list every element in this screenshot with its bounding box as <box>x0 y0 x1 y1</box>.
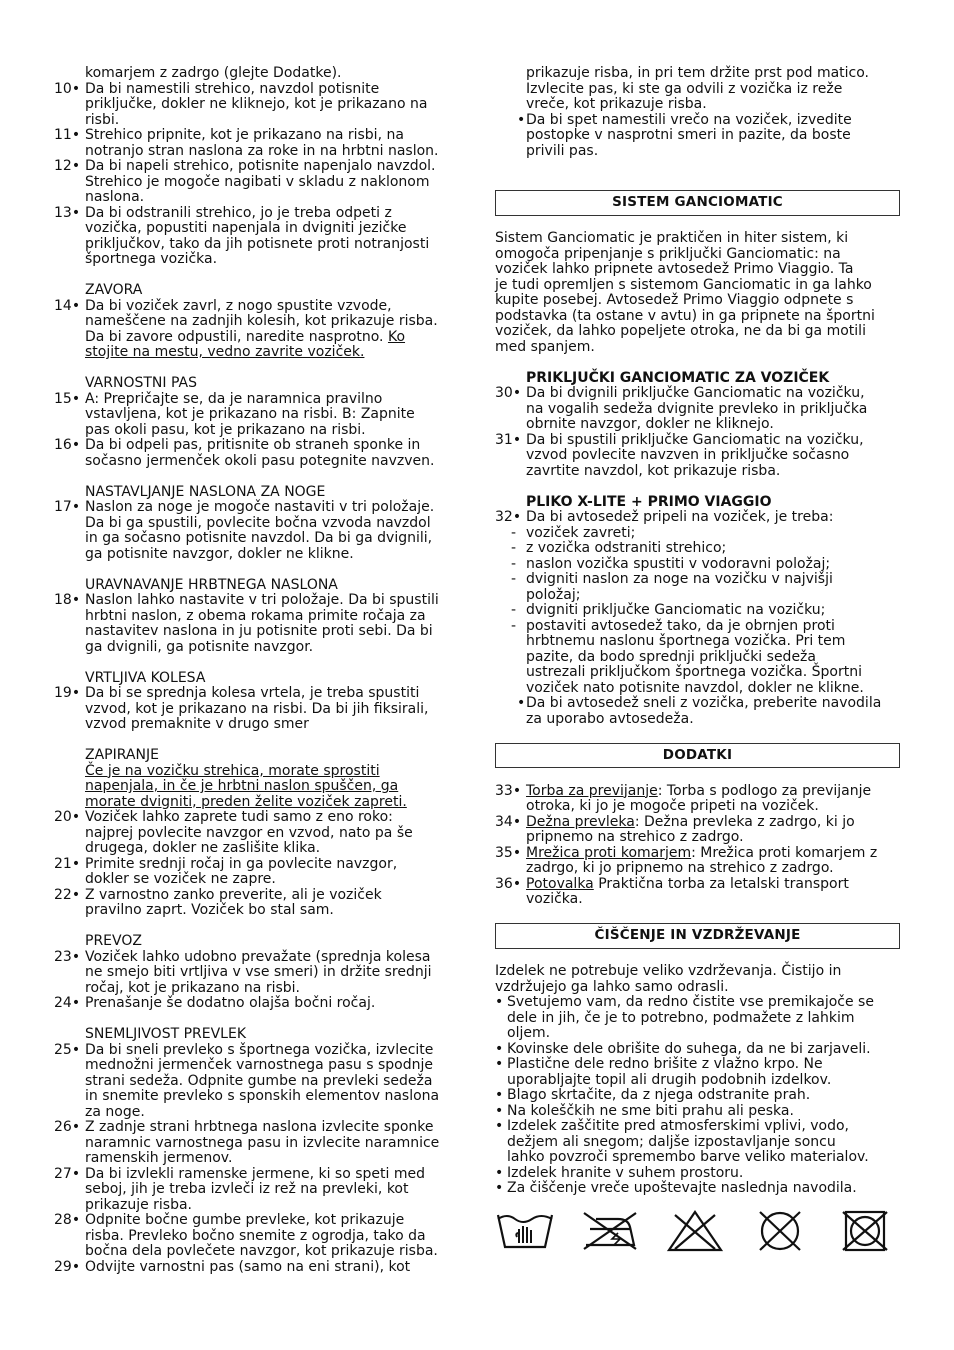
text-line: Da bi namestili strehico, navzdol potisnite <box>85 80 380 97</box>
text-line: Izdelek hranite v suhem prostoru. <box>507 1164 744 1181</box>
bullet-item <box>495 1057 900 1088</box>
text-line: otroka, ki jo je mogoče pripeti na voziček. <box>526 798 819 814</box>
numbered-item <box>495 386 900 433</box>
bullet-icon: • <box>495 1102 504 1119</box>
text-line: Da bi se sprednja kolesa vrtela, je treba spustiti <box>85 685 420 701</box>
text-line: za noge. <box>85 1103 145 1120</box>
item-number: 36• <box>495 875 522 892</box>
text-line: ne smejo biti vrtljiva v vse smeri) in držite srednji <box>85 964 432 980</box>
text-line: za uporabo avtosedeža. <box>526 710 694 727</box>
item-number: 34• <box>495 813 522 830</box>
bullet-item <box>495 113 900 160</box>
item-number: 12• <box>54 158 81 174</box>
text-line: dokler se voziček ne zapre. <box>85 871 276 887</box>
dash-item <box>495 572 900 603</box>
text-line: mednožni jermenček varnostnega pasu s spodnje <box>85 1057 433 1073</box>
spacer <box>54 1012 462 1028</box>
text-line <box>526 784 900 800</box>
spacer <box>54 268 462 284</box>
text-line: Strehico pripnite, kot je prikazano na risbi, na <box>85 127 404 143</box>
text-line: pas okoli pasu, kot je prikazano na risbi. <box>85 421 366 438</box>
text-line: dvigniti naslon za noge na vozičku v najvišji <box>526 571 833 587</box>
text-line: Da bi odstranili strehico, jo je treba odpeti z <box>85 204 392 221</box>
care-symbols <box>495 1209 895 1253</box>
text-line: Kovinske dele obrišite do suhega, da ne bi zarjaveli. <box>507 1040 871 1057</box>
text-line: z vozička odstraniti strehico; <box>526 540 727 556</box>
numbered-item <box>54 438 462 469</box>
text-line: Plastične dele redno brišite z vlažno krpo. Ne <box>507 1056 823 1072</box>
text-line: zavrtite navzdol, kot prikazuje risba. <box>526 462 781 479</box>
text-line: med spanjem. <box>495 338 595 355</box>
section-heading: SISTEM GANCIOMATIC <box>495 190 900 216</box>
section-heading: DODATKI <box>495 743 900 769</box>
spacer <box>54 562 462 578</box>
text-line: vzvod, kot je prikazano na risbi. Da bi jih fiksirali, <box>85 700 429 717</box>
spacer <box>495 768 900 784</box>
text-line: naramnic varnostnega pasu in izvlecite naramnice <box>85 1134 440 1151</box>
item-number: 16• <box>54 437 81 453</box>
text-line: voziček, da lahko popeljete otroka, ne da bi ga motili <box>495 323 866 339</box>
item-number: 15• <box>54 390 81 407</box>
do-not-iron-icon <box>580 1209 640 1253</box>
accessory-name: Potovalka <box>526 875 594 892</box>
text-line: vstavljena, kot je prikazano na risbi. B: Zapnite <box>85 406 415 422</box>
text-line: položaj; <box>526 586 581 603</box>
section-heading: ČIŠČENJE IN VZDRŽEVANJE <box>495 923 900 949</box>
spacer <box>54 469 462 485</box>
dash-icon: - <box>511 555 517 572</box>
item-number: 35• <box>495 844 522 861</box>
text-line: Izdelek ne potrebuje veliko vzdrževanja. Čistijo in <box>495 963 842 979</box>
text-line: nameščene na zadnjih kolesih, kot prikazuje risba. <box>85 313 438 329</box>
spacer <box>495 216 900 232</box>
text-line: VRTLJIVA KOLESA <box>85 669 206 686</box>
accessory-name: Mrežica proti komarjem <box>526 844 692 861</box>
do-not-bleach-icon <box>665 1209 725 1253</box>
item-number: 23• <box>54 948 81 965</box>
text-line: komarjem z zadrgo (glejte Dodatke). <box>85 65 342 81</box>
text-line: ga potisnite navzgor, dokler ne klikne. <box>85 545 354 562</box>
dash-icon: - <box>511 540 517 556</box>
text-line: voziček zavreti; <box>526 524 636 541</box>
spacer <box>54 733 462 749</box>
text-line: PLIKO X-LITE + PRIMO VIAGGIO <box>526 493 772 510</box>
item-number: 22• <box>54 886 81 903</box>
dash-icon: - <box>511 617 517 634</box>
text-line: vzdržujejo ga lahko samo odrasli. <box>495 978 729 995</box>
dash-icon: - <box>511 571 517 587</box>
bullet-item <box>495 1119 900 1166</box>
numbered-item <box>54 159 462 206</box>
numbered-item <box>495 433 900 480</box>
numbered-item <box>54 1120 462 1167</box>
text-line: prikazuje risba, in pri tem držite prst pod matico. <box>526 65 869 81</box>
item-number: 32• <box>495 509 522 525</box>
dash-item <box>495 619 900 697</box>
paragraph <box>54 1027 462 1043</box>
paragraph <box>54 671 462 687</box>
paragraph <box>495 964 900 995</box>
bullet-icon: • <box>495 1056 504 1072</box>
item-number: 25• <box>54 1041 81 1058</box>
text-line: Primite srednji ročaj in ga povlecite navzgor, <box>85 855 398 872</box>
item-number: 11• <box>54 127 81 143</box>
numbered-item <box>54 299 462 361</box>
text-line: Da bi dvignili priključke Ganciomatic na vozičku, <box>526 385 865 401</box>
paragraph <box>54 485 462 501</box>
paragraph <box>495 495 900 511</box>
text-line: Da bi voziček zavrl, z nogo spustite vzvode, <box>85 297 392 314</box>
item-number: 26• <box>54 1119 81 1135</box>
text-line: Z zadnje strani hrbtnega naslona izvlecite sponke <box>85 1119 434 1135</box>
numbered-item <box>54 686 462 733</box>
text-line: dežjem ali snegom; daljše izpostavljanje soncu <box>507 1133 836 1150</box>
item-number: 33• <box>495 782 522 799</box>
text-line: privili pas. <box>526 142 599 159</box>
text-line <box>85 330 462 346</box>
paragraph <box>54 748 462 764</box>
spacer <box>495 479 900 495</box>
text-line: A: Prepričajte se, da je naramnica pravilno <box>85 390 383 407</box>
accessory-name: Dežna prevleka <box>526 813 635 830</box>
text-line: naslona. <box>85 189 145 205</box>
paragraph <box>495 66 900 113</box>
paragraph <box>54 66 462 82</box>
bullet-item <box>495 1104 900 1120</box>
underlined-text: Ko <box>387 328 406 345</box>
text-line: zadrgo, ki jo pripnemo na strehico z zadrgo. <box>526 860 834 876</box>
text-line: lahko povzroči spremembo barve veliko materialov. <box>507 1149 869 1165</box>
spacer <box>54 655 462 671</box>
bullet-item <box>495 1181 900 1197</box>
accessory-name: Torba za previjanje <box>526 782 658 799</box>
text-line: Blago skrtačite, da z njega odstranite prah. <box>507 1087 811 1103</box>
text-line <box>526 877 900 893</box>
spacer <box>495 159 900 175</box>
text-line: pripnemo na strehico z zadrgo. <box>526 829 744 845</box>
text-line: Prenašanje še dodatno olajša bočni ročaj. <box>85 995 376 1011</box>
paragraph <box>495 371 900 387</box>
numbered-item <box>54 392 462 439</box>
text-line: uporabljajte topil ali drugih podobnih izdelkov. <box>507 1071 832 1088</box>
bullet-item <box>495 1042 900 1058</box>
text-line: ročaj, kot je prikazano na risbi. <box>85 979 301 996</box>
text-line: SNEMLJIVOST PREVLEK <box>85 1026 246 1042</box>
text-line: drugega, dokler ne zaslišite klika. <box>85 840 321 856</box>
text-line: hrbtni naslon, z obema rokama primite ročaja za <box>85 607 426 624</box>
text-line: Izvlecite pas, ki ste ga odvili z vozička iz reže <box>526 80 843 97</box>
accessory-desc: : Torba s podlogo za previjanje <box>657 782 872 799</box>
text-line: Odvijte varnostni pas (samo na eni strani), kot <box>85 1258 411 1275</box>
bullet-item <box>495 995 900 1042</box>
text-line: PREVOZ <box>85 933 142 949</box>
text-line: voziček nato potisnite navzdol, dokler ne klikne. <box>526 679 864 696</box>
text-line: vreče, kot prikazuje risba. <box>526 96 707 112</box>
bullet-icon: • <box>495 1040 504 1057</box>
item-number: 19• <box>54 685 81 701</box>
bullet-icon: • <box>495 994 504 1010</box>
text-line: športnega vozička. <box>85 251 218 267</box>
text-line: Če je na vozičku strehica, morate sprostiti <box>85 762 380 779</box>
text-line: sočasno jermenček okoli pasu potegnite navzven. <box>85 452 435 469</box>
text-line: Strehico je mogoče nagibati v skladu z naklonom <box>85 173 430 190</box>
text-line: vzvod premaknite v drugo smer <box>85 716 309 732</box>
accessory-item <box>495 815 900 846</box>
text-line: naslon vozička spustiti v vodoravni položaj; <box>526 555 831 572</box>
text-line: risba. Prevleko bočno snemite z ogrodja, tako da <box>85 1227 426 1244</box>
numbered-item <box>54 810 462 857</box>
paragraph <box>54 764 462 811</box>
text-line: Svetujemo vam, da redno čistite vse premikajoče se <box>507 994 874 1010</box>
bullet-item <box>495 1166 900 1182</box>
text-line: kupite posebej. Avtosedež Primo Viaggio odpnete s <box>495 292 854 308</box>
bullet-item <box>495 1088 900 1104</box>
text-line: priključkov, tako da jih potisnete proti notranjosti <box>85 235 430 252</box>
text-line <box>526 815 900 831</box>
text-line: Da bi ga spustili, povlecite bočna vzvoda navzdol <box>85 514 431 531</box>
paragraph <box>495 231 900 355</box>
dash-icon: - <box>511 524 517 541</box>
text-line: postaviti avtosedež tako, da je obrnjen proti <box>526 617 835 634</box>
text-line: hrbtnemu naslonu športnega vozička. Pri tem <box>526 633 846 649</box>
numbered-item <box>54 950 462 997</box>
dash-item <box>495 541 900 557</box>
numbered-item <box>54 1260 462 1276</box>
numbered-item <box>54 128 462 159</box>
numbered-item <box>54 888 462 919</box>
text-line: Da bi odpeli pas, pritisnite ob straneh sponke in <box>85 437 421 453</box>
bullet-icon: • <box>495 1118 504 1134</box>
text-line: ustrezali priključkom športnega vozička. Športni <box>526 664 862 680</box>
text-line: Sistem Ganciomatic je praktičen in hiter sistem, ki <box>495 230 849 246</box>
spacer <box>495 175 900 191</box>
paragraph <box>54 376 462 392</box>
item-number: 18• <box>54 592 81 608</box>
text-line: Odpnite bočne gumbe prevleke, kot prikazuje <box>85 1212 405 1228</box>
text-line: ZAVORA <box>85 282 143 298</box>
accessory-desc: : Dežna prevleka z zadrgo, ki jo <box>634 813 855 830</box>
text-line: postopke v nasprotni smeri in pazite, da boste <box>526 127 851 143</box>
text-line: Voziček lahko udobno prevažate (sprednja kolesa <box>85 948 431 965</box>
text-line: VARNOSTNI PAS <box>85 375 197 391</box>
dash-item <box>495 526 900 542</box>
numbered-item <box>54 82 462 129</box>
text-line: nastavitev naslona in ju potisnite proti sebi. Da bi <box>85 623 433 639</box>
text-line: oljem. <box>507 1025 551 1041</box>
text-line: bočna dela povlečete navzgor, kot prikazuje risba. <box>85 1243 438 1259</box>
numbered-item <box>54 1043 462 1121</box>
bullet-item <box>495 696 900 727</box>
text-line: obrnite navzgor, dokler ne kliknejo. <box>526 416 774 432</box>
text-fragment: Da bi zavore odpustili, naredite nasprotno. <box>85 328 388 345</box>
text-line: najprej povlecite navzgor en vzvod, nato pa še <box>85 824 413 841</box>
bullet-icon: • <box>495 1164 504 1181</box>
spacer <box>495 949 900 965</box>
text-line: prikazuje risba. <box>85 1196 193 1213</box>
text-line: Da bi avtosedež sneli z vozička, preberite navodila <box>526 695 882 711</box>
text-line: Izdelek zaščitite pred atmosferskimi vplivi, vodo, <box>507 1118 849 1134</box>
spacer <box>54 919 462 935</box>
dash-icon: - <box>511 602 517 618</box>
spacer <box>495 727 900 743</box>
text-line: Voziček lahko zaprete tudi samo z eno roko: <box>85 809 393 825</box>
text-line: podstavka (ta ostane v avtu) in ga pripnete na športni <box>495 307 875 324</box>
item-number: 27• <box>54 1165 81 1182</box>
paragraph <box>54 934 462 950</box>
text-line: voziček lahko pripnete avtosedež Primo Viaggio. Ta <box>495 261 854 277</box>
item-number: 17• <box>54 499 81 515</box>
text-line: napenjala, in če je hrbtni naslon spuščen, ga <box>85 778 399 794</box>
text-line: Da bi avtosedež pripeli na voziček, je treba: <box>526 509 834 525</box>
text-line: Da bi napeli strehico, potisnite napenjalo navzdol. <box>85 158 436 174</box>
text-line <box>526 846 900 862</box>
text-line: PRIKLJUČKI GANCIOMATIC ZA VOZIČEK <box>526 369 830 386</box>
text-line: pravilno zaprt. Voziček bo stal sam. <box>85 902 334 918</box>
left-column <box>54 66 462 1275</box>
right-column <box>495 66 900 1253</box>
text-line: ZAPIRANJE <box>85 747 159 763</box>
accessory-desc: : Mrežica proti komarjem z <box>691 844 878 861</box>
text-line: Da bi spet namestili vrečo na voziček, izvedite <box>526 111 852 128</box>
text-line: Za čiščenje vreče upoštevajte naslednja navodila. <box>507 1180 857 1196</box>
numbered-item <box>54 857 462 888</box>
text-line: dvigniti priključke Ganciomatic na vozičku; <box>526 602 826 618</box>
text-line: pazite, da bodo sprednji priključki sedeža <box>526 648 816 665</box>
text-line: na vogalih sedeža dvignite prevleko in priključka <box>526 400 868 417</box>
accessory-desc: Praktična torba za letalski transport <box>593 875 849 892</box>
item-number: 31• <box>495 431 522 448</box>
paragraph <box>54 578 462 594</box>
item-number: 30• <box>495 385 522 401</box>
item-number: 28• <box>54 1212 81 1228</box>
hand-wash-icon <box>495 1209 555 1253</box>
text-line: vozička, popustiti napenjala in dvigniti jezičke <box>85 220 407 236</box>
numbered-item <box>54 500 462 562</box>
item-number: 29• <box>54 1258 81 1275</box>
bullet-icon: • <box>495 1180 504 1196</box>
text-line: URAVNAVANJE HRBTNEGA NASLONA <box>85 576 338 593</box>
dash-item <box>495 557 900 573</box>
text-line: Naslon lahko nastavite v tri položaje. Da bi spustili <box>85 592 439 608</box>
accessory-item <box>495 877 900 908</box>
numbered-item <box>54 996 462 1012</box>
text-line: Na koleščkih ne sme biti prahu ali peska. <box>507 1102 794 1119</box>
text-line: Da bi izvlekli ramenske jermene, ki so speti med <box>85 1165 425 1182</box>
numbered-item <box>54 206 462 268</box>
spacer <box>495 908 900 924</box>
bullet-icon: • <box>517 695 526 711</box>
text-line: in snemite prevleko s sponskih elementov naslona <box>85 1088 440 1104</box>
text-line: Z varnostno zanko preverite, ali je voziček <box>85 886 382 903</box>
text-line: omogoča pripenjanje s priključki Ganciomatic: na <box>495 245 841 262</box>
text-line: je tudi opremljen s sistemom Ganciomatic in ga lahko <box>495 276 872 293</box>
text-line: notranjo stran naslona za roke in na hrbtni naslon. <box>85 142 439 159</box>
text-line: strani sedeža. Odpnite gumbe na prevleki sedeža <box>85 1072 433 1089</box>
dash-item <box>495 603 900 619</box>
text-line: risbi. <box>85 111 120 128</box>
do-not-tumble-dry-icon <box>835 1209 895 1253</box>
paragraph <box>54 283 462 299</box>
text-line: in ga sočasno potisnite navzdol. Da bi ga dvignili, <box>85 530 433 546</box>
numbered-item <box>54 593 462 655</box>
item-number: 21• <box>54 855 81 872</box>
accessory-item <box>495 784 900 815</box>
bullet-icon: • <box>495 1087 504 1103</box>
text-line: Da bi spustili priključke Ganciomatic na vozičku, <box>526 431 864 448</box>
item-number: 20• <box>54 809 81 825</box>
numbered-item <box>54 1213 462 1260</box>
underlined-line: stojite na mestu, vedno zavrite voziček. <box>85 344 365 360</box>
numbered-item <box>54 1167 462 1214</box>
text-line: priključke, dokler ne kliknejo, kot je prikazano na <box>85 96 428 112</box>
accessory-item <box>495 846 900 877</box>
item-number: 10• <box>54 80 81 97</box>
text-line: ga dvignili, ga potisnite navzgor. <box>85 638 314 655</box>
bullet-icon: • <box>517 111 526 128</box>
numbered-item <box>495 510 900 526</box>
item-number: 14• <box>54 297 81 314</box>
item-number: 13• <box>54 204 81 221</box>
do-not-dry-clean-icon <box>750 1209 810 1253</box>
text-line: vozička. <box>526 891 583 907</box>
spacer <box>54 361 462 377</box>
item-number: 24• <box>54 995 81 1011</box>
spacer <box>495 355 900 371</box>
text-line: vzvod povlecite navzven in priključke sočasno <box>526 447 850 463</box>
text-line: NASTAVLJANJE NASLONA ZA NOGE <box>85 483 326 500</box>
text-line: ramenskih jermenov. <box>85 1150 233 1166</box>
text-line: seboj, jih je treba izvleči iz rež na prevleki, kot <box>85 1181 409 1197</box>
text-line: morate dvigniti, preden želite voziček zapreti. <box>85 793 407 810</box>
text-line: dele in jih, če je to potrebno, podmažete z lahkim <box>507 1009 855 1026</box>
text-line: Da bi sneli prevleko s športnega vozička, izvlecite <box>85 1041 434 1058</box>
text-line: Naslon za noge je mogoče nastaviti v tri položaje. <box>85 499 435 515</box>
